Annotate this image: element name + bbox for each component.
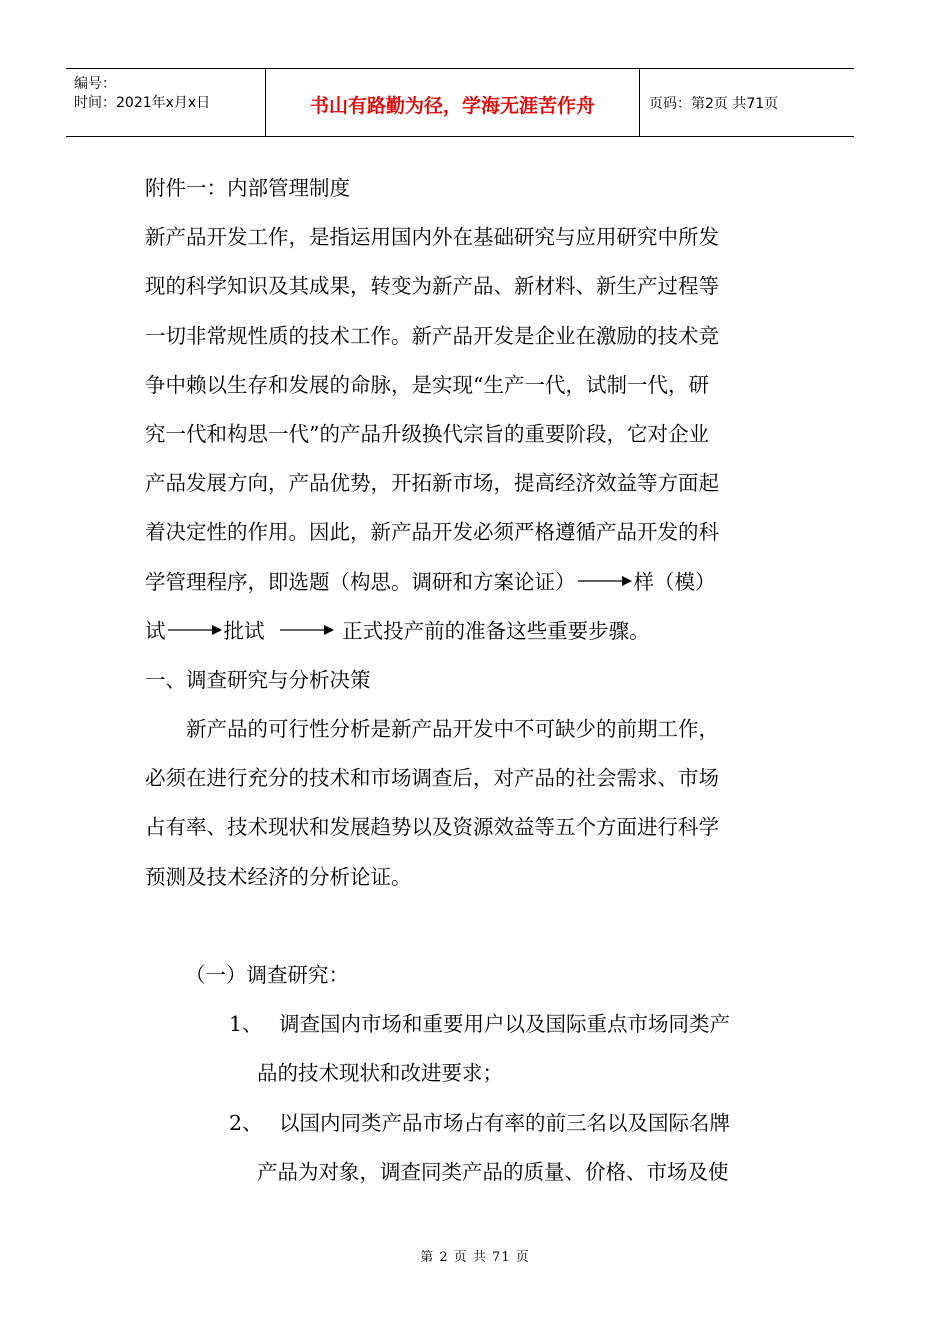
process-step-final: 正式投产前的准备这些重要步骤。 [342,618,650,643]
intro-line: 着决定性的作用。因此，新产品开发必须严格遵循产品开发的科 [145,520,719,545]
arrow-right-icon [166,623,224,637]
list-item [145,1099,785,1148]
blank-line [145,902,785,951]
document-header [66,68,854,137]
subsection-title: （一）调查研究： [185,963,349,987]
feasibility-line: 占有率、技术现状和发展趋势以及资源效益等五个方面进行科学 [145,815,719,840]
process-step-batch-trial: 批试 [223,618,265,643]
process-line-start: 学管理程序，即选题（构思。调研和方案论证） [145,569,576,594]
header-motto: 书山有路勤为径，学海无涯苦作舟 [309,95,595,117]
intro-line: 现的科学知识及其成果，转变为新产品、新材料、新生产过程等 [145,274,719,299]
arrow-right-icon [576,574,634,588]
page-footer: 第 2 页 共 71 页 [420,1250,530,1265]
section-title: 一、调查研究与分析决策 [145,667,371,692]
list-item-number: 2、 [229,1110,263,1135]
list-item-text: 调查国内市场和重要用户以及国际重点市场同类产 [279,1012,730,1037]
number-label: 编号： [74,76,116,92]
process-line-end: 样（模） [633,569,716,594]
list-item-continuation: 品的技术现状和改进要求； [257,1061,503,1086]
intro-line: 产品发展方向，产品优势，开拓新市场，提高经济效益等方面起 [145,471,719,496]
intro-line: 一切非常规性质的技术工作。新产品开发是企业在激励的技术竞 [145,323,719,348]
feasibility-line: 必须在进行充分的技术和市场调查后，对产品的社会需求、市场 [145,766,719,791]
time-label: 时间：2021年x月x日 [74,95,211,111]
feasibility-line: 新产品的可行性分析是新产品开发中不可缺少的前期工作， [186,717,719,742]
attachment-title: 附件一：内部管理制度 [145,176,350,200]
list-item-text: 以国内同类产品市场占有率的前三名以及国际名牌 [279,1110,730,1135]
intro-line: 新产品开发工作，是指运用国内外在基础研究与应用研究中所发 [145,225,719,250]
document-body [145,164,785,1197]
header-divider [639,69,640,136]
process-line [145,558,785,607]
intro-line: 究一代和构思一代”的产品升级换代宗旨的重要阶段，它对企业 [145,421,709,446]
process-steps-line [145,607,785,656]
process-step-trial: 试 [145,618,166,643]
list-item-continuation: 产品为对象，调查同类产品的质量、价格、市场及使 [257,1159,729,1184]
arrow-right-icon [278,623,336,637]
header-page-info: 页码：第2页 共71页 [649,96,779,112]
list-item [145,1000,785,1049]
intro-line: 争中赖以生存和发展的命脉，是实现“生产一代，试制一代，研 [145,372,709,397]
list-item-number: 1、 [229,1012,263,1037]
feasibility-line: 预测及技术经济的分析论证。 [145,864,412,889]
